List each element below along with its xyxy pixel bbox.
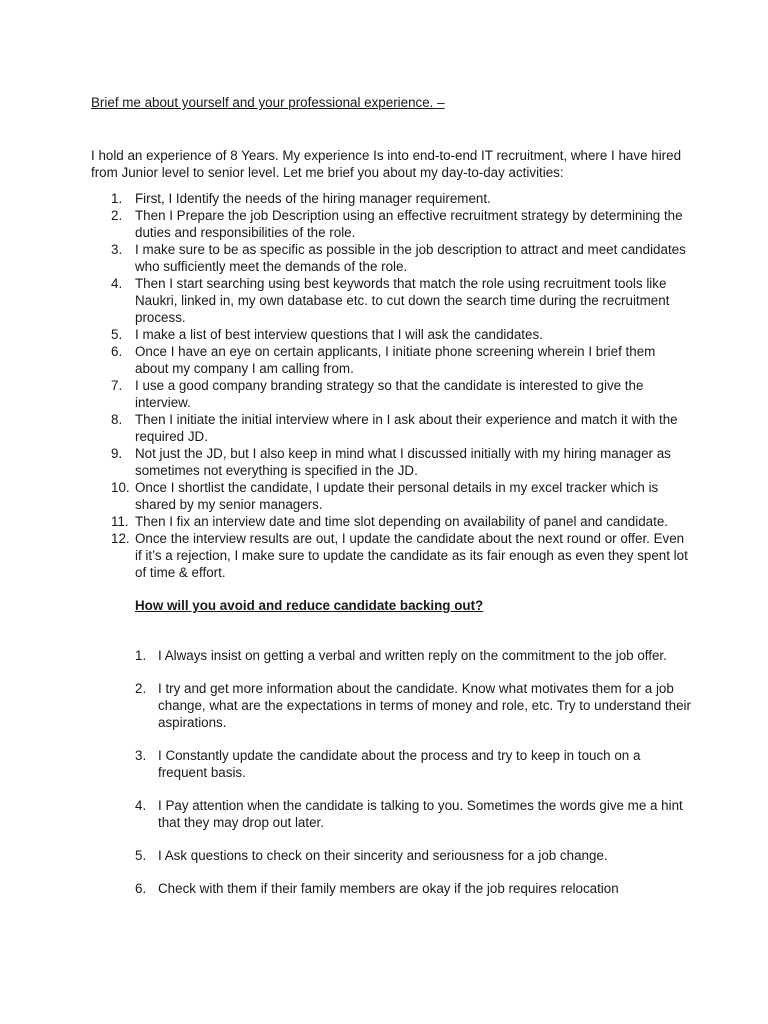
- list-item-text: Not just the JD, but I also keep in mind what I discussed initially with my hiring manager as sometimes not everything is specified in the JD.: [135, 446, 671, 478]
- list-item: [91, 530, 691, 581]
- list-item: [91, 275, 691, 326]
- list-item: [91, 190, 691, 207]
- list-item-number: 10.: [111, 480, 130, 495]
- backing-out-list: [91, 647, 691, 913]
- list-item: [91, 680, 691, 731]
- list-item-text: Then I start searching using best keywords that match the role using recruitment tools like Naukri, linked in, my own database etc. to cut down the search time during the recruitment process.: [135, 276, 670, 325]
- list-item-text: I Always insist on getting a verbal and written reply on the commitment to the job offer.: [158, 648, 667, 663]
- list-item-text: I Ask questions to check on their sincerity and seriousness for a job change.: [158, 848, 608, 863]
- list-item-text: I make a list of best interview questions that I will ask the candidates.: [135, 327, 543, 342]
- list-item: [91, 880, 691, 897]
- list-item-text: I Constantly update the candidate about the process and try to keep in touch on a frequent basis.: [158, 748, 641, 780]
- list-item-number: 6.: [135, 881, 147, 896]
- list-item-number: 1.: [135, 648, 147, 663]
- list-item-text: Check with them if their family members are okay if the job requires relocation: [158, 881, 619, 896]
- list-item-text: First, I Identify the needs of the hiring manager requirement.: [135, 191, 491, 206]
- list-item-text: Then I Prepare the job Description using an effective recruitment strategy by determining the duties and responsibilities of the role.: [135, 208, 683, 240]
- list-item-number: 12.: [111, 531, 130, 546]
- list-item-text: Then I initiate the initial interview where in I ask about their experience and match it with the required JD.: [135, 412, 678, 444]
- list-item-text: Once I have an eye on certain applicants, I initiate phone screening wherein I brief them about my company I am calling from.: [135, 344, 656, 376]
- list-item-number: 5.: [111, 327, 123, 342]
- list-item-text: I try and get more information about the candidate. Know what motivates them for a job change, what are the expectations in terms of money and role, etc. Try to understand their aspirations.: [158, 681, 691, 730]
- list-item: [91, 479, 691, 513]
- list-item-number: 6.: [111, 344, 123, 359]
- activities-list: [91, 190, 691, 581]
- list-item-text: Once the interview results are out, I update the candidate about the next round or offer. Even if it’s a rejection, I make sure to update the candidate as its fair enough as even they spent lot of time & effort.: [135, 531, 688, 580]
- list-item: [91, 343, 691, 377]
- list-item-number: 1.: [111, 191, 123, 206]
- list-item: [91, 207, 691, 241]
- list-item-text: Once I shortlist the candidate, I update their personal details in my excel tracker which is shared by my senior managers.: [135, 480, 659, 512]
- list-item-number: 8.: [111, 412, 123, 427]
- list-item: [91, 411, 691, 445]
- list-item-text: Then I fix an interview date and time slot depending on availability of panel and candidate.: [135, 514, 668, 529]
- list-item-text: I use a good company branding strategy so that the candidate is interested to give the interview.: [135, 378, 644, 410]
- list-item-number: 4.: [111, 276, 123, 291]
- list-item-number: 2.: [111, 208, 123, 223]
- list-item-number: 7.: [111, 378, 123, 393]
- list-item: [91, 513, 691, 530]
- list-item-number: 4.: [135, 798, 147, 813]
- list-item: [91, 747, 691, 781]
- list-item-number: 2.: [135, 681, 147, 696]
- list-item: [91, 241, 691, 275]
- list-item: [91, 647, 691, 664]
- section-heading-backing-out: How will you avoid and reduce candidate backing out?: [135, 598, 484, 613]
- list-item-text: I make sure to be as specific as possible in the job description to attract and meet candidates who sufficiently meet the demands of the role.: [135, 242, 686, 274]
- list-item: [91, 847, 691, 864]
- list-item-number: 3.: [111, 242, 123, 257]
- list-item-number: 9.: [111, 446, 123, 461]
- list-item-number: 5.: [135, 848, 147, 863]
- list-item: [91, 326, 691, 343]
- list-item-number: 11.: [111, 514, 129, 529]
- list-item: [91, 445, 691, 479]
- section-heading-experience: Brief me about yourself and your professional experience. –: [91, 95, 445, 110]
- list-item: [91, 377, 691, 411]
- list-item-text: I Pay attention when the candidate is talking to you. Sometimes the words give me a hint that they may drop out later.: [158, 798, 683, 830]
- list-item: [91, 797, 691, 831]
- intro-paragraph: I hold an experience of 8 Years. My experience Is into end-to-end IT recruitment, where I have hired from Junior level to senior level. Let me brief you about my day-to-day activities:: [91, 148, 682, 180]
- list-item-number: 3.: [135, 748, 147, 763]
